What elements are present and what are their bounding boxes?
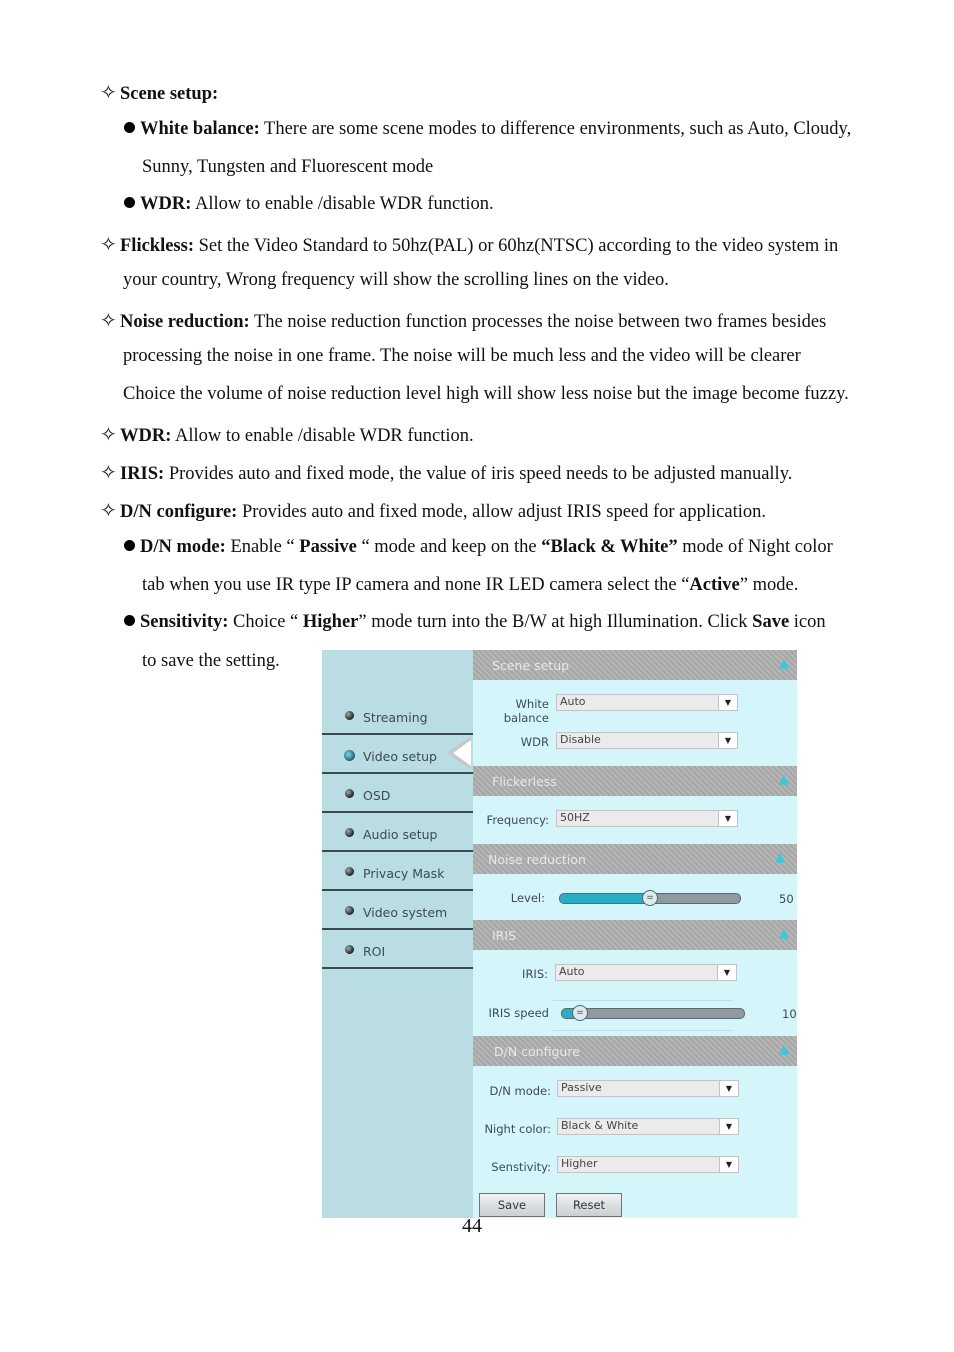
wdr-select[interactable] xyxy=(556,732,738,749)
star-bullet-icon: ✧ xyxy=(100,422,117,446)
select-value: Auto xyxy=(560,695,586,708)
nav-item-privacy-mask[interactable] xyxy=(322,852,473,891)
select-value: Auto xyxy=(559,965,585,978)
section-iris[interactable] xyxy=(473,920,797,950)
nav-label: Privacy Mask xyxy=(363,866,445,881)
nav-label: ROI xyxy=(363,944,386,959)
iris-label: IRIS: xyxy=(522,967,548,981)
nav-item-audio-setup[interactable] xyxy=(322,813,473,852)
save-button[interactable]: Save xyxy=(479,1193,545,1217)
bullet-icon xyxy=(345,867,354,876)
active-pointer-inner xyxy=(453,740,471,766)
noise-reduction-continued-1: processing the noise in one frame. The noise will be much less and the video will be clearer xyxy=(123,346,801,366)
white-balance-label: White balance xyxy=(503,697,549,725)
nav-item-roi[interactable] xyxy=(322,930,473,969)
bullet-icon xyxy=(345,945,354,954)
sensitivity-item: Sensitivity: Choice “ Higher” mode turn into the B/W at high Illumination. Click Save icon xyxy=(124,610,826,634)
settings-panel xyxy=(473,650,797,1218)
night-color-select[interactable] xyxy=(557,1118,739,1135)
dn-mode-select[interactable] xyxy=(557,1080,739,1097)
triangle-down-icon[interactable]: ▼ xyxy=(717,965,736,980)
divider xyxy=(553,1030,733,1031)
dn-mode-item: D/N mode: Enable “ Passive “ mode and keep on the “Black & White” mode of Night color xyxy=(124,535,833,559)
dot-bullet-icon xyxy=(124,615,135,626)
chevron-up-icon[interactable]: ▲ xyxy=(779,926,789,941)
iris-speed-value: 10 xyxy=(782,1007,797,1021)
section-title: Noise reduction xyxy=(488,852,586,867)
section-dn-configure[interactable] xyxy=(473,1036,797,1066)
triangle-down-icon[interactable]: ▼ xyxy=(718,695,737,710)
white-balance-continued: Sunny, Tungsten and Fluorescent mode xyxy=(142,157,434,177)
camera-settings-screenshot xyxy=(322,650,797,1218)
section-title: Flickerless xyxy=(492,774,557,789)
level-slider[interactable] xyxy=(559,893,741,904)
triangle-down-icon[interactable]: ▼ xyxy=(718,811,737,826)
nav-label: Video system xyxy=(363,905,448,920)
select-value: Higher xyxy=(561,1157,598,1170)
nav-label: Video setup xyxy=(363,749,437,764)
level-slider-fill xyxy=(560,894,650,903)
divider xyxy=(553,1000,733,1001)
flickless-item: ✧ Flickless: Set the Video Standard to 50hz(PAL) or 60hz(NTSC) according to the video system in xyxy=(100,232,839,256)
section-title: IRIS xyxy=(492,928,516,943)
white-balance-item: White balance: There are some scene modes to difference environments, such as Auto, Cloudy, xyxy=(124,117,851,141)
page-number: 44 xyxy=(462,1215,482,1237)
level-value: 50 xyxy=(779,892,794,906)
iris-select[interactable] xyxy=(555,964,737,981)
sensitivity-continued: to save the setting. xyxy=(142,651,280,671)
frequency-select[interactable] xyxy=(556,810,738,827)
dot-bullet-icon xyxy=(124,197,135,208)
triangle-down-icon[interactable]: ▼ xyxy=(719,1081,738,1096)
section-title: D/N configure xyxy=(494,1044,580,1059)
dot-bullet-icon xyxy=(124,122,135,133)
bullet-icon xyxy=(345,828,354,837)
white-balance-select[interactable] xyxy=(556,694,738,711)
sensitivity-select[interactable] xyxy=(557,1156,739,1173)
iris-speed-slider[interactable] xyxy=(561,1008,745,1019)
bullet-icon xyxy=(345,711,354,720)
sensitivity-label: Senstivity: xyxy=(491,1160,551,1174)
nav-item-video-system[interactable] xyxy=(322,891,473,930)
nav-item-osd[interactable] xyxy=(322,774,473,813)
night-color-label: Night color: xyxy=(484,1122,551,1136)
triangle-down-icon[interactable]: ▼ xyxy=(719,1119,738,1134)
select-value: Black & White xyxy=(561,1119,639,1132)
star-bullet-icon: ✧ xyxy=(100,80,117,104)
star-bullet-icon: ✧ xyxy=(100,232,117,256)
triangle-down-icon[interactable]: ▼ xyxy=(718,733,737,748)
settings-sidebar xyxy=(322,650,473,1218)
dn-mode-label: D/N mode: xyxy=(489,1084,551,1098)
star-bullet-icon: ✧ xyxy=(100,498,117,522)
wdr-label: WDR xyxy=(520,735,549,749)
chevron-up-icon[interactable]: ▲ xyxy=(775,850,785,865)
bullet-icon xyxy=(345,906,354,915)
dn-configure-item: ✧ D/N configure: Provides auto and fixed mode, allow adjust IRIS speed for application. xyxy=(100,498,767,522)
frequency-label: Frequency: xyxy=(486,813,549,827)
dot-bullet-icon xyxy=(124,540,135,551)
dn-mode-continued: tab when you use IR type IP camera and none IR LED camera select the “Active” mode. xyxy=(142,575,799,595)
chevron-up-icon[interactable]: ▲ xyxy=(779,656,789,671)
section-title: Scene setup xyxy=(492,658,570,673)
slider-handle-icon[interactable]: = xyxy=(572,1005,588,1021)
star-bullet-icon: ✧ xyxy=(100,460,117,484)
iris-speed-label: IRIS speed xyxy=(488,1006,549,1020)
nav-label: Streaming xyxy=(363,710,428,725)
select-value: Disable xyxy=(560,733,601,746)
nav-item-streaming[interactable] xyxy=(322,696,473,735)
bullet-icon xyxy=(344,750,355,761)
noise-reduction-item: ✧ Noise reduction: The noise reduction function processes the noise between two frames besides xyxy=(100,308,827,332)
section-flickerless[interactable] xyxy=(473,766,797,796)
section-scene-setup[interactable] xyxy=(473,650,797,680)
wdr-heading-item: ✧ WDR: Allow to enable /disable WDR function. xyxy=(100,422,474,446)
noise-reduction-continued-2: Choice the volume of noise reduction level high will show less noise but the image become fuzzy. xyxy=(123,384,849,404)
flickless-continued: your country, Wrong frequency will show the scrolling lines on the video. xyxy=(123,270,669,290)
reset-button[interactable]: Reset xyxy=(556,1193,622,1217)
nav-label: OSD xyxy=(363,788,391,803)
wdr-item: WDR: Allow to enable /disable WDR function. xyxy=(124,192,494,216)
level-label: Level: xyxy=(510,891,545,905)
bullet-icon xyxy=(345,789,354,798)
select-value: Passive xyxy=(561,1081,602,1094)
chevron-up-icon[interactable]: ▲ xyxy=(779,772,789,787)
star-bullet-icon: ✧ xyxy=(100,308,117,332)
iris-item: ✧ IRIS: Provides auto and fixed mode, the value of iris speed needs to be adjusted manually. xyxy=(100,460,793,484)
chevron-up-icon[interactable]: ▲ xyxy=(779,1042,789,1057)
scene-setup-heading: ✧ Scene setup: xyxy=(100,80,219,104)
triangle-down-icon[interactable]: ▼ xyxy=(719,1157,738,1172)
section-noise-reduction[interactable] xyxy=(473,844,797,874)
select-value: 50HZ xyxy=(560,811,590,824)
nav-label: Audio setup xyxy=(363,827,438,842)
slider-handle-icon[interactable]: = xyxy=(642,890,658,906)
